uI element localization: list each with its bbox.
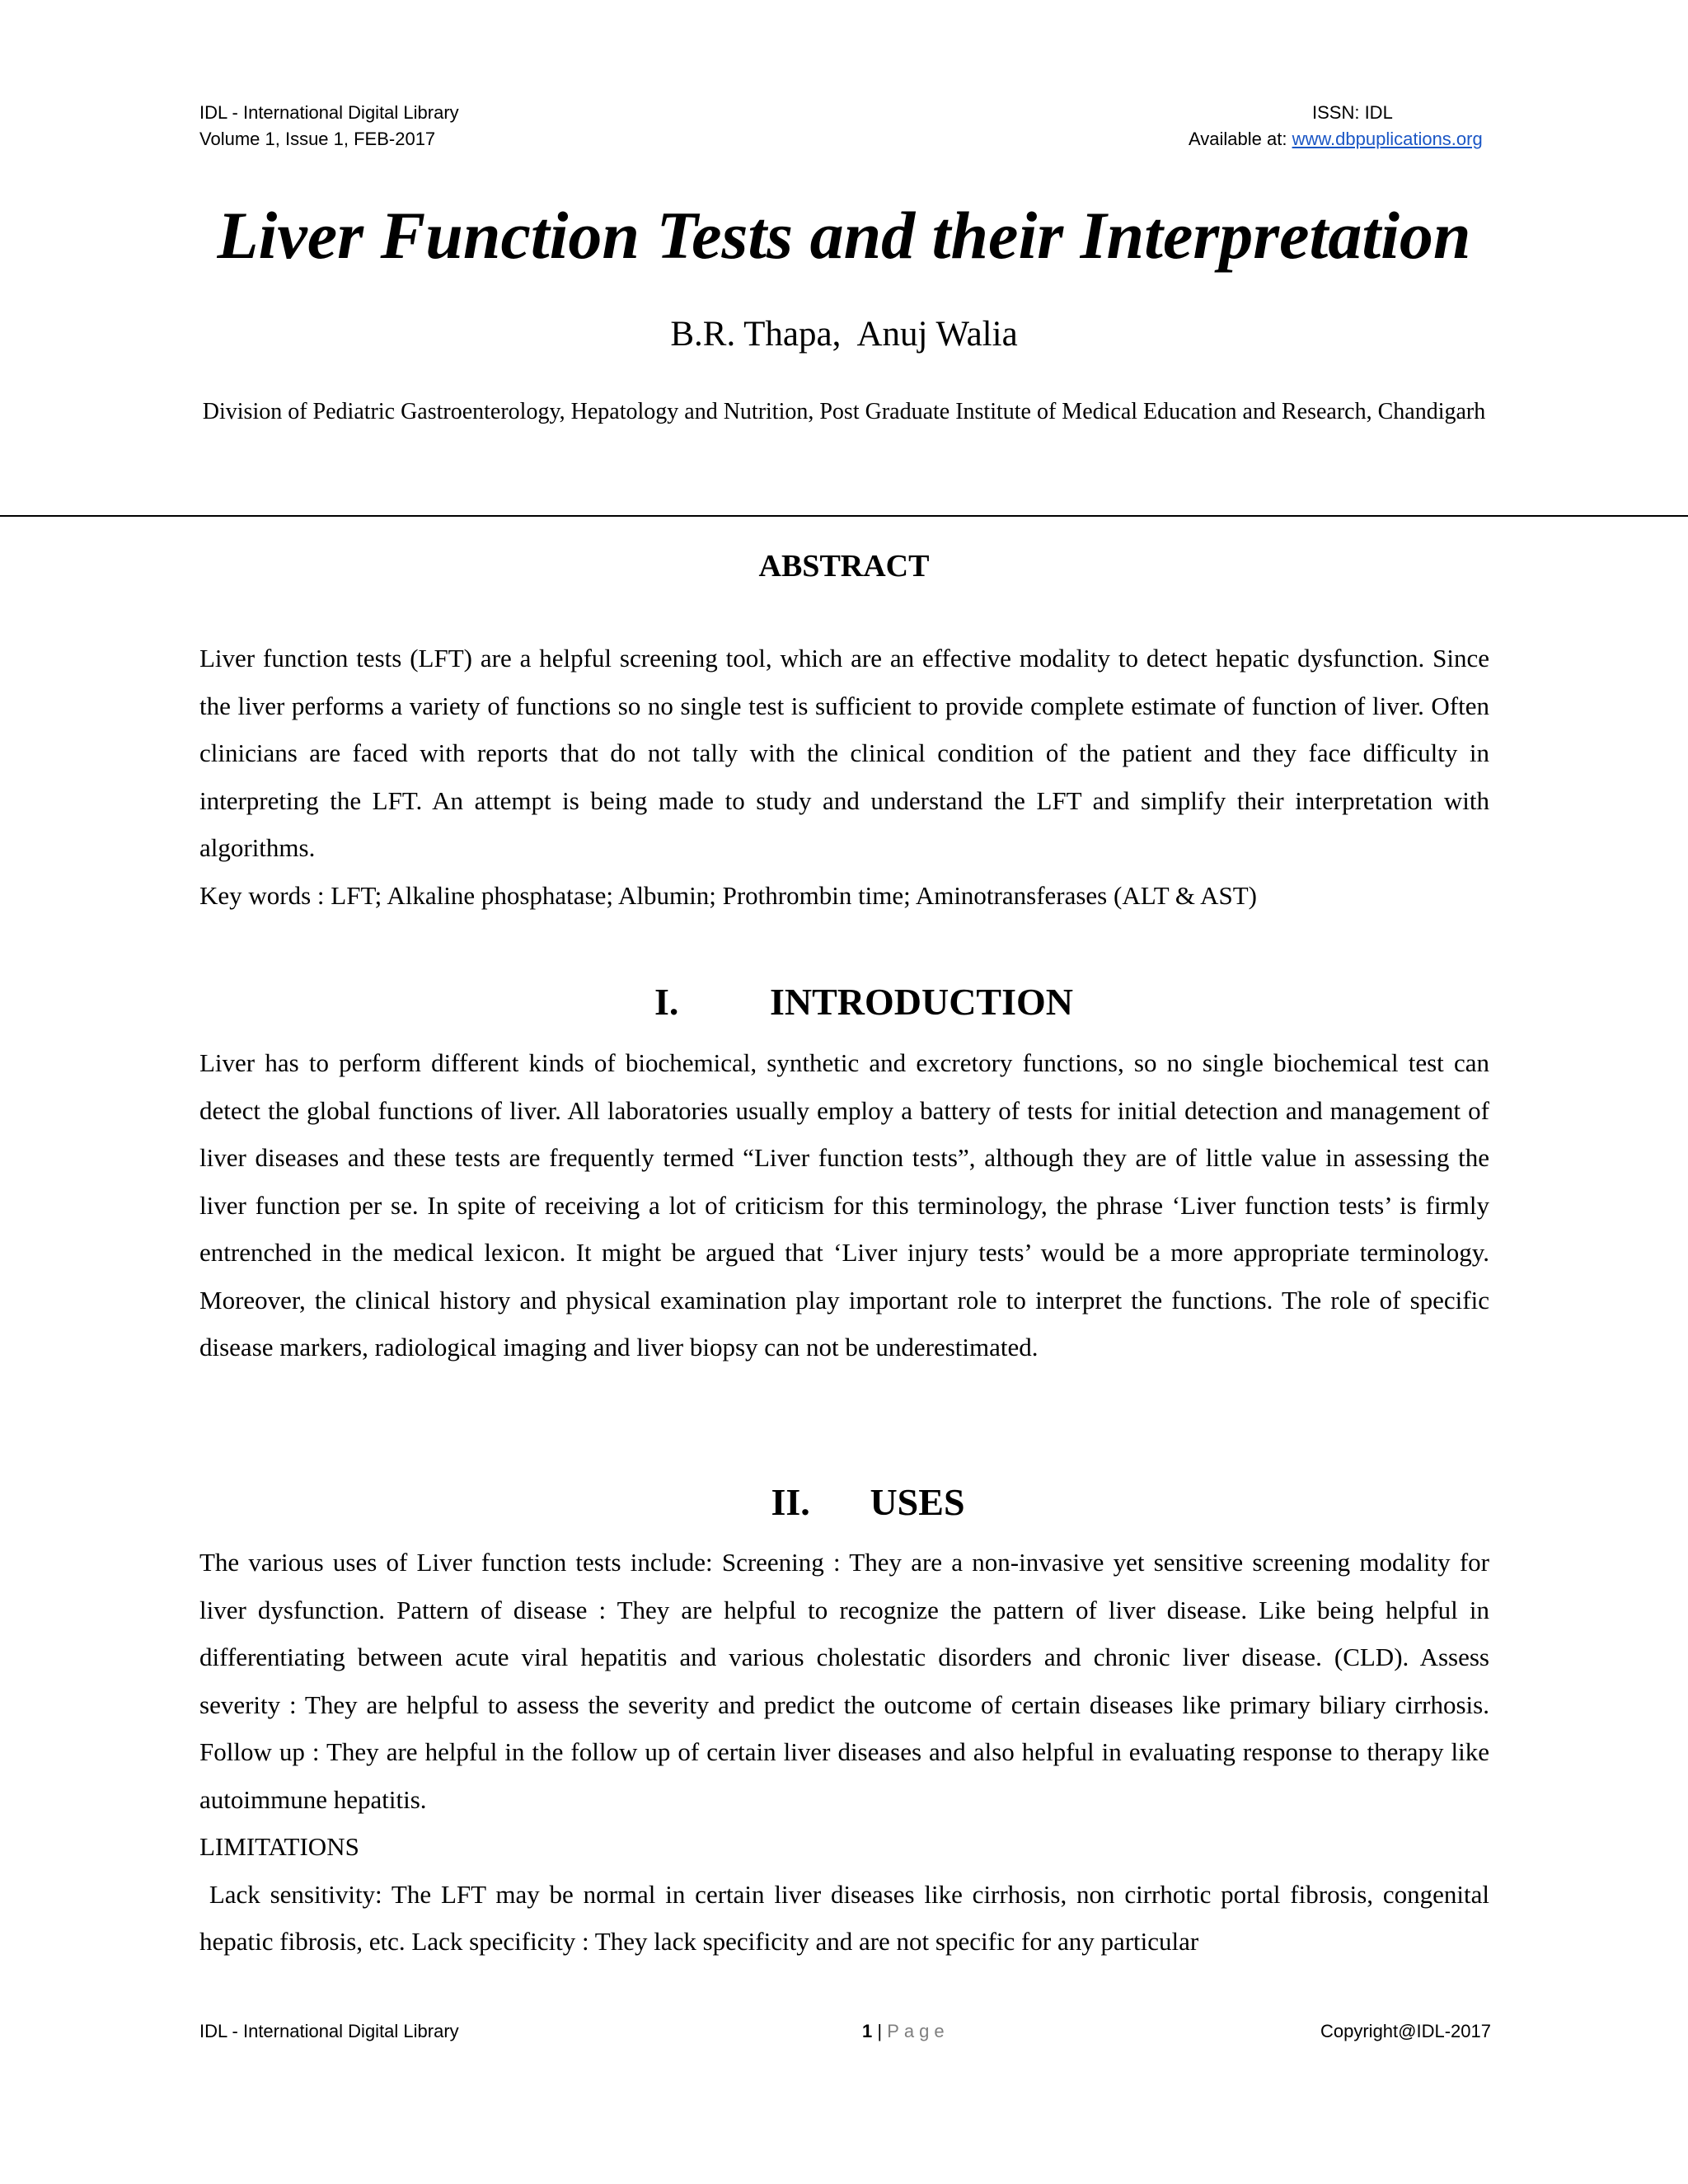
- section-number: I.: [654, 981, 679, 1023]
- footer-left: IDL - International Digital Library: [199, 2021, 459, 2041]
- authors: B.R. Thapa, Anuj Walia: [670, 315, 1018, 354]
- abstract-heading: ABSTRACT: [758, 549, 930, 583]
- running-header-right: [1189, 100, 1526, 152]
- issn: ISSN: IDL: [1312, 102, 1393, 123]
- available-at-label: Available at:: [1189, 129, 1292, 149]
- limitations-heading: LIMITATIONS: [199, 1832, 359, 1861]
- footer-copyright: Copyright@IDL-2017: [1320, 2021, 1491, 2041]
- page-number: 1: [862, 2021, 873, 2041]
- uses-body: [199, 1539, 1496, 1966]
- section-number: II.: [771, 1481, 810, 1523]
- introduction-body: [199, 1039, 1489, 1371]
- limitations-paragraph: Lack sensitivity: The LFT may be normal in certain liver diseases like cirrhosis, non cirrhotic portal fibrosis, congenital hepatic fibrosis, etc. Lack specificity : They lack specificity and are not specific for any particular: [199, 1879, 1496, 1956]
- keywords: Key words : LFT; Alkaline phosphatase; Albumin; Prothrombin time; Aminotransferases (ALT & AST): [199, 880, 1257, 910]
- abstract-paragraph: Liver function tests (LFT) are a helpful screening tool, which are an effective modality to detect hepatic dysfunction. Since the liver performs a variety of functions so no single test is sufficient to provide complete estimate of function of liver. Often clinicians are faced with reports that do not tally with the clinical condition of the patient and they face difficulty in interpreting the LFT. An attempt is being made to study and understand the LFT and simplify their interpretation with algorithms.: [199, 644, 1489, 862]
- section-heading-introduction: [0, 977, 1688, 1027]
- uses-paragraph: The various uses of Liver function tests include: Screening : They are a non-invasive yet sensitive screening modality for liver dysfunction. Pattern of disease : They are helpful to recognize the pattern of liver disease. Like being helpful in differentiating between acute viral hepatitis and various cholestatic disorders and chronic liver disease. (CLD). Assess severity : They are helpful to assess the severity and predict the outcome of certain diseases like primary biliary cirrhosis. Follow up : They are helpful in the follow up of certain liver diseases and also helpful in evaluating response to therapy like autoimmune hepatitis.: [199, 1548, 1489, 1814]
- section-title: INTRODUCTION: [769, 981, 1074, 1023]
- page-indicator: [862, 2018, 950, 2045]
- page-word: Page: [887, 2021, 950, 2041]
- title-divider: [0, 515, 1688, 517]
- section-title: USES: [870, 1481, 965, 1523]
- paper-title: Liver Function Tests and their Interpretation: [217, 198, 1471, 273]
- page-separator: |: [872, 2021, 888, 2041]
- publisher-link[interactable]: www.dbpuplications.org: [1292, 129, 1483, 149]
- volume-issue: Volume 1, Issue 1, FEB-2017: [199, 129, 436, 149]
- running-header-left: [199, 100, 459, 152]
- affiliation: Division of Pediatric Gastroenterology, Hepatology and Nutrition, Post Graduate Institute of Medical Education and Research, Chandigarh: [202, 399, 1486, 424]
- journal-name: IDL - International Digital Library: [199, 102, 459, 123]
- abstract-body: [199, 635, 1489, 919]
- introduction-paragraph: Liver has to perform different kinds of biochemical, synthetic and excretory functions, so no single biochemical test can detect the global functions of liver. All laboratories usually employ a battery of tests for initial detection and management of liver diseases and these tests are frequently termed “Liver function tests”, although they are of little value in assessing the liver function per se. In spite of receiving a lot of criticism for this terminology, the phrase ‘Liver function tests’ is firmly entrenched in the medical lexicon. It might be argued that ‘Liver injury tests’ would be a more appropriate terminology. Moreover, the clinical history and physical examination play important role to interpret the functions. The role of specific disease markers, radiological imaging and liver biopsy can not be underestimated.: [199, 1048, 1489, 1361]
- section-heading-uses: [0, 1478, 1688, 1527]
